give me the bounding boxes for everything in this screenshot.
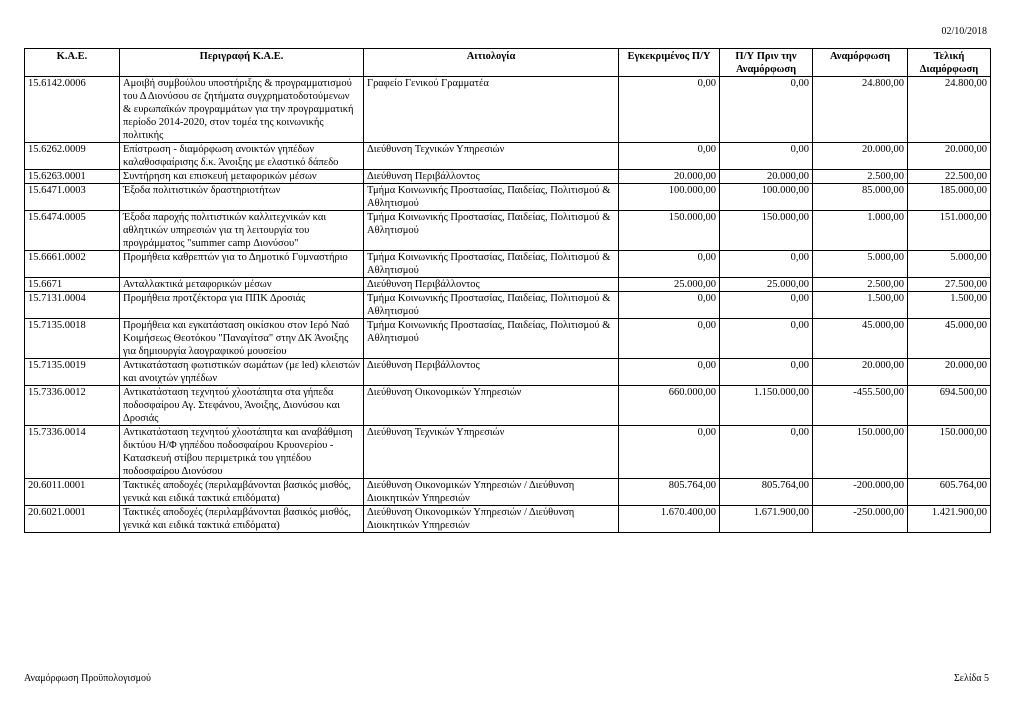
cell-approved-budget: 0,00 [619, 77, 720, 143]
cell-justification: Διεύθυνση Οικονομικών Υπηρεσιών [364, 386, 619, 426]
table-row [25, 506, 991, 533]
table-row [25, 211, 991, 251]
cell-justification: Διεύθυνση Τεχνικών Υπηρεσιών [364, 143, 619, 170]
cell-justification: Διεύθυνση Οικονομικών Υπηρεσιών / Διεύθυνση Διοικητικών Υπηρεσιών [364, 506, 619, 533]
cell-final: 22.500,00 [908, 170, 991, 184]
table-row [25, 77, 991, 143]
col-header-description: Περιγραφή Κ.Α.Ε. [120, 49, 364, 77]
cell-justification: Διεύθυνση Τεχνικών Υπηρεσιών [364, 426, 619, 479]
cell-approved-budget: 660.000,00 [619, 386, 720, 426]
table-row [25, 426, 991, 479]
cell-description: Προμήθεια και εγκατάσταση οικίσκου στον Ιερό Ναό Κοιμήσεως Θεοτόκου "Παναγίτσα" στην ΔΚ Άνοιξης για δημιουργία λαογραφικού μουσείου [120, 319, 364, 359]
cell-justification: Τμήμα Κοινωνικής Προστασίας, Παιδείας, Πολιτισμού & Αθλητισμού [364, 251, 619, 278]
table-row [25, 479, 991, 506]
cell-description: Τακτικές αποδοχές (περιλαμβάνονται βασικός μισθός, γενικά και ειδικά τακτικά επιδόματα) [120, 479, 364, 506]
cell-revision: 85.000,00 [813, 184, 908, 211]
cell-revision: -250.000,00 [813, 506, 908, 533]
page-number: Σελίδα 5 [953, 673, 989, 684]
cell-approved-budget: 0,00 [619, 359, 720, 386]
cell-approved-budget: 805.764,00 [619, 479, 720, 506]
cell-final: 1.500,00 [908, 292, 991, 319]
cell-justification: Διεύθυνση Περιβάλλοντος [364, 359, 619, 386]
cell-budget-before: 0,00 [720, 251, 813, 278]
page-date: 02/10/2018 [941, 26, 987, 37]
cell-final: 694.500,00 [908, 386, 991, 426]
table-row [25, 292, 991, 319]
cell-budget-before: 1.671.900,00 [720, 506, 813, 533]
cell-revision: 5.000,00 [813, 251, 908, 278]
cell-approved-budget: 100.000,00 [619, 184, 720, 211]
table-row [25, 386, 991, 426]
cell-description: Αντικατάσταση τεχνητού χλοοτάπητα στα γήπεδα ποδοσφαίρου Αγ. Στεφάνου, Άνοιξης, Διονύσου και Δροσιάς [120, 386, 364, 426]
cell-kae: 15.6263.0001 [25, 170, 120, 184]
cell-kae: 20.6021.0001 [25, 506, 120, 533]
cell-kae: 15.7135.0019 [25, 359, 120, 386]
cell-budget-before: 0,00 [720, 292, 813, 319]
cell-description: Προμήθεια προτζέκτορα για ΠΠΚ Δροσιάς [120, 292, 364, 319]
cell-approved-budget: 0,00 [619, 251, 720, 278]
cell-final: 151.000,00 [908, 211, 991, 251]
cell-final: 1.421.900,00 [908, 506, 991, 533]
table-row [25, 278, 991, 292]
table-row [25, 170, 991, 184]
col-header-approved-budget: Εγκεκριμένος Π/Υ [619, 49, 720, 77]
cell-budget-before: 100.000,00 [720, 184, 813, 211]
cell-revision: 2.500,00 [813, 278, 908, 292]
cell-revision: 150.000,00 [813, 426, 908, 479]
budget-table [24, 48, 991, 533]
cell-budget-before: 25.000,00 [720, 278, 813, 292]
col-header-justification: Αιτιολογία [364, 49, 619, 77]
cell-kae: 15.6671 [25, 278, 120, 292]
cell-kae: 15.6661.0002 [25, 251, 120, 278]
cell-kae: 15.6471.0003 [25, 184, 120, 211]
cell-justification: Διεύθυνση Περιβάλλοντος [364, 278, 619, 292]
cell-kae: 15.6262.0009 [25, 143, 120, 170]
cell-final: 20.000,00 [908, 359, 991, 386]
cell-description: Συντήρηση και επισκευή μεταφορικών μέσων [120, 170, 364, 184]
cell-final: 5.000,00 [908, 251, 991, 278]
cell-justification: Διεύθυνση Οικονομικών Υπηρεσιών / Διεύθυνση Διοικητικών Υπηρεσιών [364, 479, 619, 506]
cell-description: Έξοδα παροχής πολιτιστικών καλλιτεχνικών και αθλητικών υπηρεσιών για τη λειτουργία του προγράμματος "summer camp Διονύσου" [120, 211, 364, 251]
cell-kae: 15.7135.0018 [25, 319, 120, 359]
cell-budget-before: 0,00 [720, 143, 813, 170]
table-row [25, 319, 991, 359]
cell-final: 185.000,00 [908, 184, 991, 211]
table-body [25, 77, 991, 533]
cell-revision: 24.800,00 [813, 77, 908, 143]
cell-description: Ανταλλακτικά μεταφορικών μέσων [120, 278, 364, 292]
cell-justification: Τμήμα Κοινωνικής Προστασίας, Παιδείας, Πολιτισμού & Αθλητισμού [364, 319, 619, 359]
cell-description: Έξοδα πολιτιστικών δραστηριοτήτων [120, 184, 364, 211]
col-header-final: Τελική Διαμόρφωση [908, 49, 991, 77]
cell-description: Αντικατάσταση φωτιστικών σωμάτων (με led) κλειστών και ανοιχτών γηπέδων [120, 359, 364, 386]
cell-description: Επίστρωση - διαμόρφωση ανοικτών γηπέδων καλαθοσφαίρισης δ.κ. Άνοιξης με ελαστικό δάπεδο [120, 143, 364, 170]
cell-revision: 1.500,00 [813, 292, 908, 319]
cell-approved-budget: 25.000,00 [619, 278, 720, 292]
table-row [25, 143, 991, 170]
cell-description: Τακτικές αποδοχές (περιλαμβάνονται βασικός μισθός, γενικά και ειδικά τακτικά επιδόματα) [120, 506, 364, 533]
cell-justification: Διεύθυνση Περιβάλλοντος [364, 170, 619, 184]
cell-revision: 45.000,00 [813, 319, 908, 359]
table-row [25, 184, 991, 211]
cell-budget-before: 0,00 [720, 77, 813, 143]
col-header-kae: Κ.Α.Ε. [25, 49, 120, 77]
cell-final: 605.764,00 [908, 479, 991, 506]
cell-approved-budget: 1.670.400,00 [619, 506, 720, 533]
cell-kae: 15.6142.0006 [25, 77, 120, 143]
cell-revision: 20.000,00 [813, 143, 908, 170]
footer-title: Αναμόρφωση Προϋπολογισμού [24, 673, 151, 684]
cell-budget-before: 0,00 [720, 319, 813, 359]
cell-kae: 15.7131.0004 [25, 292, 120, 319]
cell-kae: 20.6011.0001 [25, 479, 120, 506]
cell-kae: 15.7336.0014 [25, 426, 120, 479]
cell-final: 20.000,00 [908, 143, 991, 170]
cell-justification: Τμήμα Κοινωνικής Προστασίας, Παιδείας, Πολιτισμού & Αθλητισμού [364, 184, 619, 211]
cell-description: Αντικατάσταση τεχνητού χλοοτάπητα και αναβάθμιση δικτύου Η/Φ γηπέδου ποδοσφαίρου Κρυονερίου - Κατασκευή στίβου περιμετρικά του γηπέδου ποδοσφαίρου Διονύσου [120, 426, 364, 479]
col-header-budget-before: Π/Υ Πριν την Αναμόρφωση [720, 49, 813, 77]
table-row [25, 251, 991, 278]
cell-approved-budget: 0,00 [619, 143, 720, 170]
cell-justification: Τμήμα Κοινωνικής Προστασίας, Παιδείας, Πολιτισμού & Αθλητισμού [364, 211, 619, 251]
cell-description: Προμήθεια καθρεπτών για το Δημοτικό Γυμναστήριο [120, 251, 364, 278]
cell-revision: 20.000,00 [813, 359, 908, 386]
cell-kae: 15.7336.0012 [25, 386, 120, 426]
cell-budget-before: 0,00 [720, 359, 813, 386]
cell-final: 45.000,00 [908, 319, 991, 359]
cell-approved-budget: 0,00 [619, 426, 720, 479]
cell-budget-before: 20.000,00 [720, 170, 813, 184]
cell-final: 24.800,00 [908, 77, 991, 143]
cell-approved-budget: 150.000,00 [619, 211, 720, 251]
cell-kae: 15.6474.0005 [25, 211, 120, 251]
cell-revision: -200.000,00 [813, 479, 908, 506]
cell-justification: Γραφείο Γενικού Γραμματέα [364, 77, 619, 143]
table-row [25, 359, 991, 386]
cell-description: Αμοιβή συμβούλου υποστήριξης & προγραμματισμού του Δ Διονύσου σε ζητήματα συγχρηματοδοτούμενων & ευρωπαϊκών προγραμμάτων για την προγραμματική περίοδο 2014-2020, στον τομέα της κοινωνικής πολιτικής [120, 77, 364, 143]
cell-revision: -455.500,00 [813, 386, 908, 426]
cell-final: 27.500,00 [908, 278, 991, 292]
cell-budget-before: 0,00 [720, 426, 813, 479]
cell-final: 150.000,00 [908, 426, 991, 479]
cell-budget-before: 1.150.000,00 [720, 386, 813, 426]
cell-approved-budget: 0,00 [619, 292, 720, 319]
table-header-row [25, 49, 991, 77]
cell-approved-budget: 20.000,00 [619, 170, 720, 184]
cell-budget-before: 805.764,00 [720, 479, 813, 506]
cell-revision: 1.000,00 [813, 211, 908, 251]
cell-revision: 2.500,00 [813, 170, 908, 184]
cell-justification: Τμήμα Κοινωνικής Προστασίας, Παιδείας, Πολιτισμού & Αθλητισμού [364, 292, 619, 319]
cell-budget-before: 150.000,00 [720, 211, 813, 251]
col-header-revision: Αναμόρφωση [813, 49, 908, 77]
cell-approved-budget: 0,00 [619, 319, 720, 359]
